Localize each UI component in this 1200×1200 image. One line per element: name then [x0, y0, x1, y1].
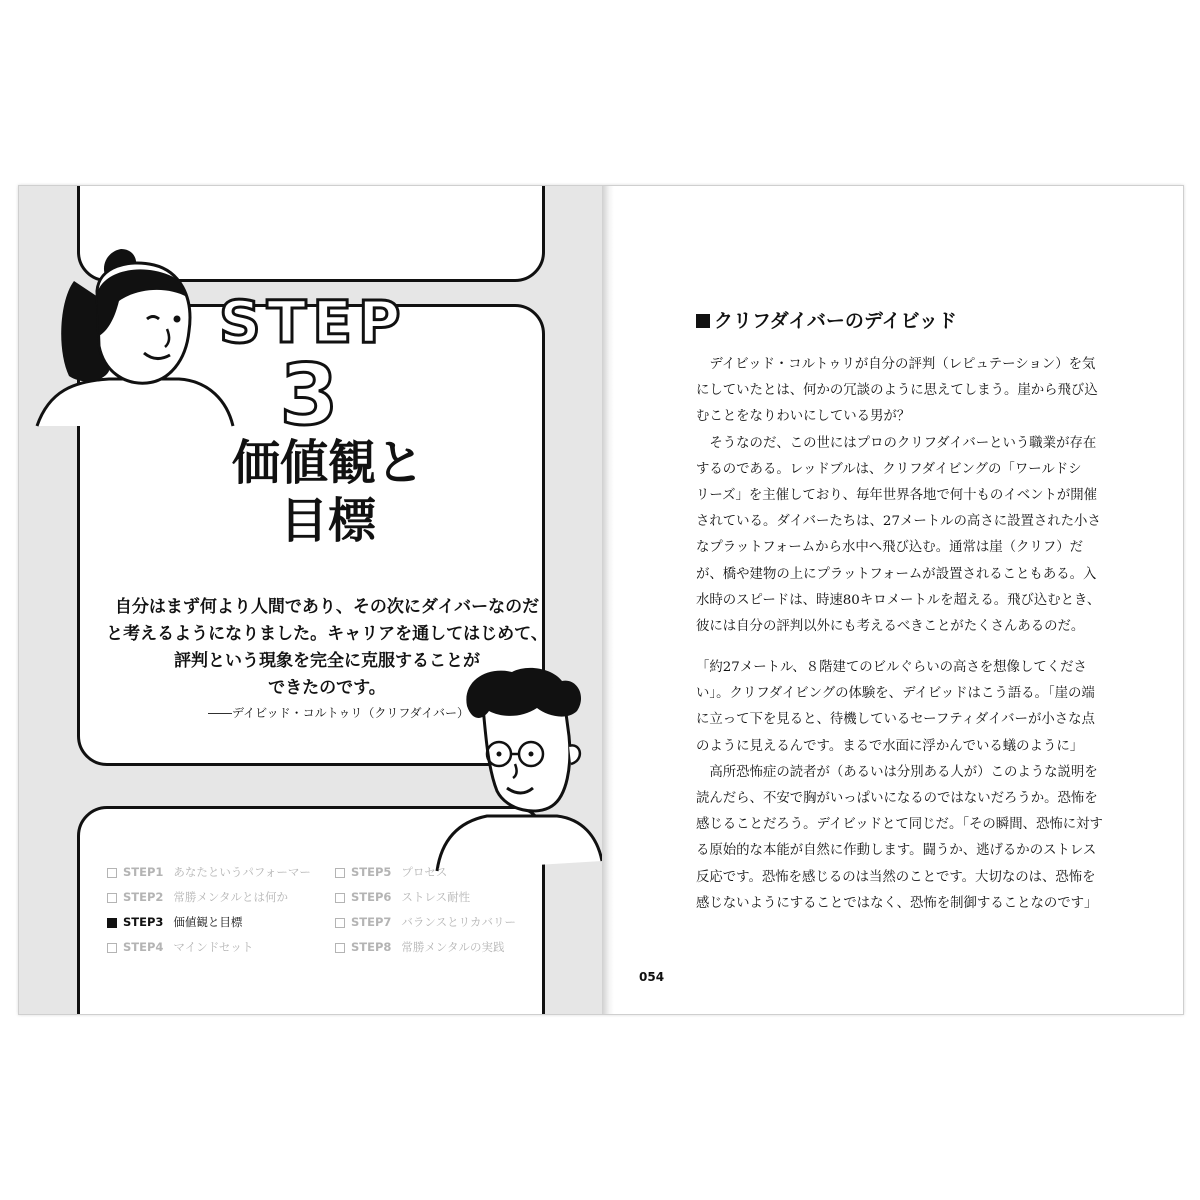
toc-left-column — [107, 860, 311, 960]
right-page — [614, 186, 1183, 1014]
chapter-title — [97, 434, 559, 550]
woman-illustration — [29, 241, 239, 431]
toc-item-step3[interactable] — [107, 910, 311, 935]
body-line: そうなのだ、この世にはプロのクリフダイバーという職業が存在 — [696, 435, 1097, 451]
book-spread — [18, 185, 1184, 1015]
body-line: のように見えるんです。まるで水面に浮かんでいる蟻のように」 — [696, 738, 1084, 754]
quote-line: と考えるようになりました。キャリアを通してはじめて、 — [106, 624, 548, 644]
body-line: が、橋や建物の上にプラットフォームが設置されることもある。入 — [696, 566, 1097, 582]
toc-step-number: STEP2 — [123, 890, 164, 904]
body-line: 「約27メートル、８階建てのビルぐらいの高さを想像してくださ — [696, 660, 1087, 675]
step-number: 3 — [279, 346, 339, 444]
toc-step-number: STEP7 — [351, 915, 392, 929]
toc-step-title: 常勝メンタルの実践 — [401, 940, 505, 954]
toc-step-number: STEP3 — [123, 915, 164, 929]
quote-line: 自分はまず何より人間であり、その次にダイバーなのだ — [114, 597, 540, 617]
body-paragraph-2 — [696, 655, 1116, 917]
chapter-title-line: 価値観と — [231, 435, 424, 491]
body-line: に立って下を見ると、待機しているセーフティダイバーが小さな点 — [696, 712, 1095, 728]
body-line: むことをなりわいにしている男が？ — [696, 409, 911, 425]
toc-step-title: 常勝メンタルとは何か — [173, 890, 288, 904]
toc-step-title: マインドセット — [173, 940, 254, 954]
toc-item-step7[interactable] — [335, 910, 516, 935]
quote-line: 評判という現象を完全に克服することが — [174, 651, 480, 671]
square-bullet-icon — [696, 314, 710, 328]
body-line: 水時のスピードは、時速80キロメートルを超える。飛び込むとき、 — [696, 592, 1101, 608]
body-line: 読んだら、不安で胸がいっぱいになるのではないだろうか。恐怖を — [696, 791, 1098, 807]
toc-item-step6[interactable] — [335, 885, 516, 910]
left-page — [19, 186, 602, 1014]
body-line: 感じないようにすることではなく、恐怖を制御することなのです」 — [696, 895, 1098, 911]
body-line: されている。ダイバーたちは、27メートルの高さに設置された小さ — [696, 514, 1101, 530]
body-line: る原始的な本能が自然に作動します。闘うか、逃げるかのストレス — [696, 843, 1097, 859]
body-line: 感じることだろう。デイビッドとて同じだ。「その瞬間、恐怖に対す — [696, 817, 1103, 833]
toc-step-number: STEP5 — [351, 865, 392, 879]
toc-step-number: STEP1 — [123, 865, 164, 879]
checkbox-icon — [107, 893, 117, 903]
man-illustration — [427, 666, 602, 876]
section-heading-text: クリフダイバーのデイビッド — [714, 310, 957, 332]
body-line: い」。クリフダイビングの体験を、デイビッドはこう語る。「崖の端 — [696, 686, 1095, 702]
body-line: するのである。レッドブルは、クリフダイビングの「ワールドシ — [696, 461, 1082, 477]
checkbox-icon — [335, 918, 345, 928]
checkbox-icon — [335, 868, 345, 878]
body-line: 彼には自分の評判以外にも考えるべきことがたくさんあるのだ。 — [696, 619, 1085, 635]
checkbox-icon — [335, 893, 345, 903]
toc-step-title: あなたというパフォーマー — [173, 865, 311, 879]
checkbox-checked-icon — [107, 918, 117, 928]
checkbox-icon — [107, 868, 117, 878]
body-paragraph-1 — [696, 352, 1116, 640]
body-line: にしていたとは、何かの冗談のように思えてしまう。崖から飛び込 — [696, 383, 1098, 399]
toc-right-column — [335, 860, 516, 960]
body-line: リーズ」を主催しており、毎年世界各地で何十ものイベントが開催 — [696, 488, 1098, 504]
step-label: STEP — [219, 288, 407, 356]
body-line: なプラットフォームから水中へ飛び込む。通常は崖（クリフ）だ — [696, 540, 1083, 556]
quote-line: できたのです。 — [268, 678, 386, 698]
toc-item-step1[interactable] — [107, 860, 311, 885]
toc-item-step4[interactable] — [107, 935, 311, 960]
chapter-title-line: 目標 — [279, 493, 376, 549]
page-number: 054 — [639, 970, 665, 984]
toc-step-number: STEP6 — [351, 890, 392, 904]
section-heading — [696, 306, 957, 333]
quote-attribution: ――デイビッド・コルトゥリ（クリフダイバー） — [207, 706, 469, 720]
toc-step-title: 価値観と目標 — [173, 915, 243, 929]
book-gutter — [602, 186, 614, 1014]
toc-step-number: STEP8 — [351, 940, 392, 954]
toc-item-step8[interactable] — [335, 935, 516, 960]
body-line: 反応です。恐怖を感じるのは当然のことです。大切なのは、恐怖を — [696, 869, 1096, 885]
toc-step-title: プロセス — [401, 865, 448, 879]
toc-item-step2[interactable] — [107, 885, 311, 910]
toc-step-title: バランスとリカバリー — [401, 915, 516, 929]
body-line: 高所恐怖症の読者が（あるいは分別ある人が）このような説明を — [696, 764, 1098, 780]
toc-step-title: ストレス耐性 — [401, 890, 471, 904]
toc-step-number: STEP4 — [123, 940, 164, 954]
checkbox-icon — [107, 943, 117, 953]
checkbox-icon — [335, 943, 345, 953]
body-line: デイビッド・コルトゥリが自分の評判（レピュテーション）を気 — [696, 357, 1096, 372]
toc-item-step5[interactable] — [335, 860, 516, 885]
